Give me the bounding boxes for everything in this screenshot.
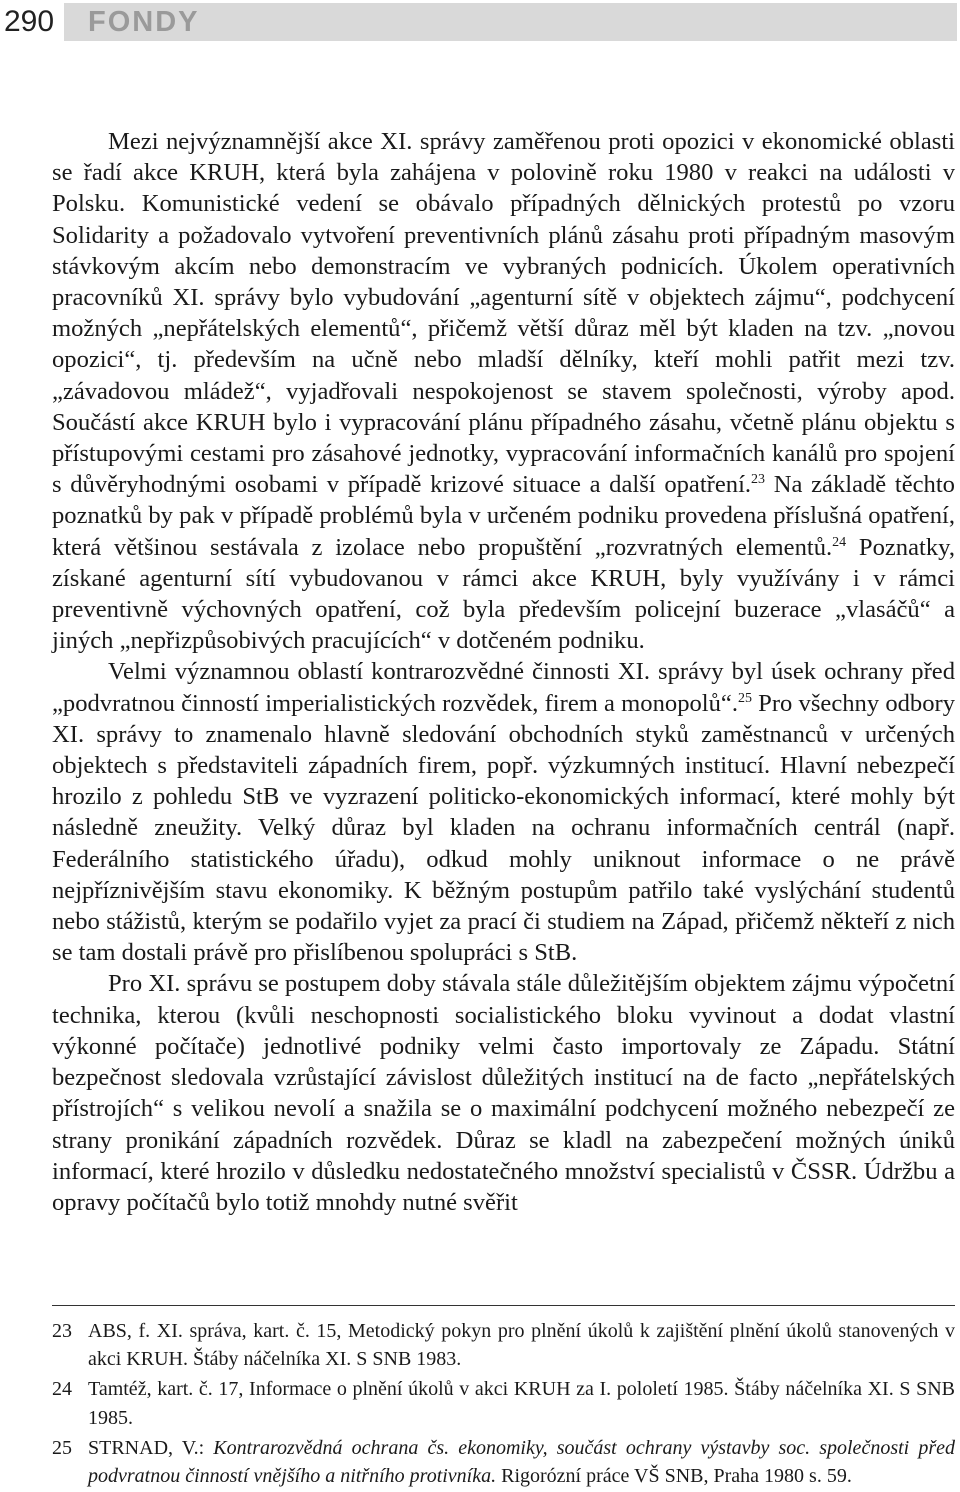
footnote <box>52 1434 955 1490</box>
footnotes <box>52 1317 955 1492</box>
footnote-separator <box>52 1305 955 1306</box>
footnote-number: 23 <box>52 1320 72 1342</box>
text-run: ABS, f. XI. správa, kart. č. 15, Metodický pokyn pro plnění úkolů k zajištění plnění úkolů stanovených v akci KRUH. Štáby náčelníka XI. S SNB 1983. <box>88 1320 955 1371</box>
text-run: Rigorózní práce VŠ SNB, Praha 1980 s. 59. <box>496 1465 852 1488</box>
section-title: FONDY <box>88 6 200 38</box>
paragraph <box>52 126 955 656</box>
paragraph <box>52 968 955 1218</box>
footnote-ref: 25 <box>737 690 752 706</box>
page-header <box>0 0 960 44</box>
text-run: Tamtéž, kart. č. 17, Informace o plnění úkolů v akci KRUH za I. pololetí 1985. Štáby náčelníka XI. S SNB 1985. <box>88 1378 955 1429</box>
footnote <box>52 1375 955 1431</box>
text-run: Pro XI. správu se postupem doby stávala stále důležitějším objektem zájmu výpočetní technika, kterou (kvůli neschopnosti socialistického bloku vyvinout a dodat vlastní výkonné počítače) jednotlivé podniky velmi často importovaly ze Západu. Státní bezpečnost sledovala vzrůstající závislost důležitých institucí na de facto „nepřátelských přístrojích“ s velikou nevolí a snažila se o maximální podchycení možného nebezpečí ze strany pronikání západních rozvědek. Důraz se kladl na zabezpečení možných úniků informací, které hrozilo v důsledku nedostatečného množství specialistů v ČSSR. Údržbu a opravy počítačů bylo totiž mnohdy nutné svěřit <box>52 970 955 1216</box>
footnote-ref: 23 <box>751 472 766 488</box>
page-number: 290 <box>0 3 66 41</box>
italic-text: Kontrarozvědná ochrana čs. ekonomiky, součást ochrany výstavby soc. společnosti před podvratnou činností vnějšího a nitřního protivníka. <box>88 1436 955 1488</box>
text-run: STRNAD, V.: <box>88 1436 214 1459</box>
body-text <box>52 126 955 1218</box>
header-bar <box>64 3 957 41</box>
text-run: Pro všechny odbory XI. správy to znamenalo hlavně sledování obchodních styků zaměstnanců v určených objektech s představiteli západních firem, popř. výzkumných institucí. Hlavní nebezpečí hrozilo z pohledu StB ve vyzrazení politicko-ekonomických informací, které mohly být následně zneužity. Velký důraz byl kladen na ochranu informačních centrál (např. Federálního statistického úřadu), odkud mohly uniknout informace o ne právě nejpříznivějším stavu ekonomiky. K běžným postupům patřilo také vyslýchání studentů nebo stážistů, kterým se podařilo vyjet za prací či studiem na Západ, přičemž někteří z nich se tam dostali právě pro přislíbenou spolupráci s StB. <box>52 689 955 967</box>
footnote <box>52 1317 955 1373</box>
text-run: Poznatky, získané agenturní sítí vybudovanou v rámci akce KRUH, byly využívány i v rámci preventivně výchovných opatření, což byla především policejní buzerace „vlasáčů“ a jiných „nepřizpůsobivých pracujících“ v dotčeném podniku. <box>52 533 955 655</box>
text-run: Velmi významnou oblastí kontrarozvědné činnosti XI. správy byl úsek ochrany před „podvratnou činností imperialistických rozvědek, firem a monopolů“. <box>52 658 955 717</box>
paragraph <box>52 656 955 968</box>
text-run: Na základě těchto poznatků by pak v případě problémů byla v určeném podniku provedena příslušná opatření, která většinou sestávala z izolace nebo propuštění „rozvratných elementů. <box>52 471 955 561</box>
footnote-number: 25 <box>52 1436 72 1459</box>
text-run: Mezi nejvýznamnější akce XI. správy zaměřenou proti opozici v ekonomické oblasti se řadí akce KRUH, která byla zahájena v polovině roku 1980 v reakci na události v Polsku. Komunistické vedení se obávalo případných dělnických protestů po vzoru Solidarity a požadovalo vytvoření preventivních plánů zásahu proti případným masovým stávkovým akcím nebo demonstracím ve vybraných podnicích. Úkolem operativních pracovníků XI. správy bylo vybudování „agenturní sítě v objektech zájmu“, podchycení možných „nepřátelských elementů“, přičemž větší důraz měl být kladen na tzv. „novou opozici“, tj. především na učně nebo mladší dělníky, kteří mohli patřit mezi tzv. „závadovou mládež“, vyjadřovali nespokojenost se stavem společnosti, výroby apod. Součástí akce KRUH bylo i vypracování plánu případného zásahu, včetně plánu objektu s přístupovými cestami pro zásahové jednotky, vypracování informačních kanálů pro spojení s důvěryhodnými osobami v případě krizové situace a další opatření. <box>52 128 955 499</box>
footnote-ref: 24 <box>832 534 847 550</box>
footnote-number: 24 <box>52 1378 72 1401</box>
